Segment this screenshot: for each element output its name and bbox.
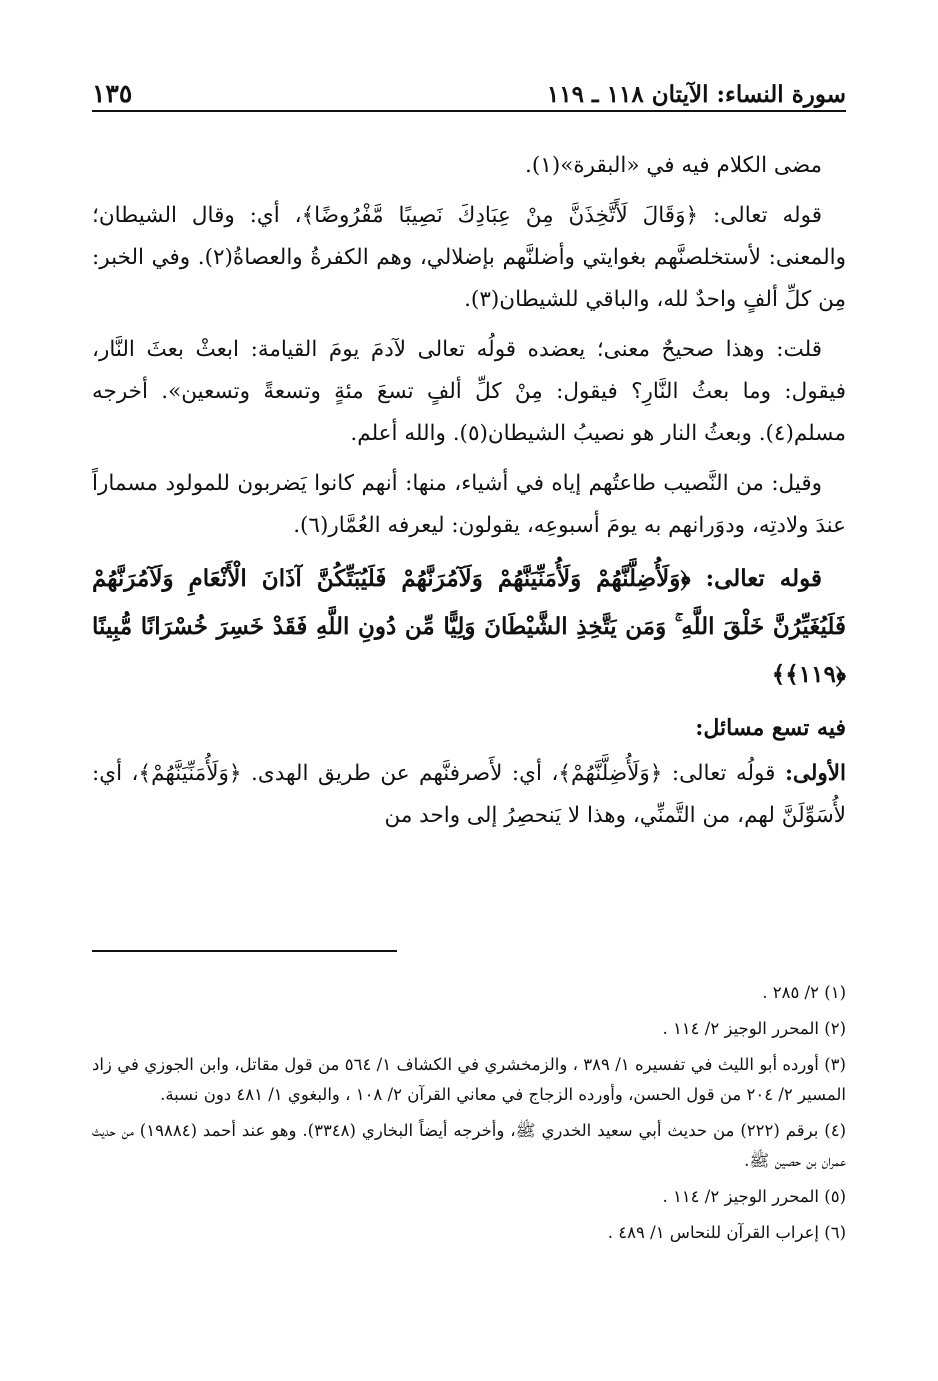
page-header: [92, 66, 846, 108]
verse-text: ﴿وَلَأُضِلَّنَّهُمْ وَلَأُمَنِّيَنَّهُمْ وَلَآمُرَنَّهُمْ فَلَيُبَتِّكُنَّ آذَانَ الْأَنْعَامِ وَلَآمُرَنَّهُمْ فَلَيُغَيِّرُنَّ خَلْقَ اللَّهِ ۚ وَمَن يَتَّخِذِ الشَّيْطَانَ وَلِيًّا مِّن دُونِ اللَّهِ فَقَدْ خَسِرَ خُسْرَانًا مُّبِينًا ﴿١١٩﴾﴾: [92, 565, 846, 688]
footnote-divider: [92, 950, 397, 952]
paragraph-3: قلت: وهذا صحيحٌ معنى؛ يعضده قولُه تعالى لآدمَ يومَ القيامة: ابعثْ بعثَ النَّار، فيقول: وما بعثُ النَّارِ؟ فيقول: مِنْ كلِّ ألفٍ تسعَ مئةٍ وتسعةً وتسعين». أخرجه مسلم(٤). وبعثُ النار هو نصيبُ الشيطان(٥). والله أعلم.: [92, 337, 846, 446]
paragraph-1: مضى الكلام فيه في «البقرة»(١).: [525, 153, 822, 178]
paragraph-4: وقيل: من النَّصيب طاعتُهم إياه في أشياء، منها: أنهم كانوا يَضربون للمولود مسماراً عندَ ولادتِه، ودوَرانهم به يومَ أسبوعِه، يقولون: ليعرفه العُمَّار(٦).: [92, 471, 846, 538]
main-text: [92, 145, 846, 845]
header-divider: [92, 110, 846, 112]
paragraph-2: قوله تعالى: ﴿وَقَالَ لَأَتَّخِذَنَّ مِنْ عِبَادِكَ نَصِيبًا مَّفْرُوضًا﴾، أي: وقال الشيطان؛ والمعنى: لأستخلصنَّهم بغوايتي وأضلنَّهم بإضلالي، وهم الكفرةُ والعصاةُ(٢). وفي الخبر: مِن كلِّ ألفٍ واحدٌ لله، والباقي للشيطان(٣).: [92, 203, 846, 312]
section-heading: فيه تسع مسائل:: [695, 715, 846, 741]
footnote-5: (٥) المحرر الوجيز ٢/ ١١٤ .: [662, 1187, 846, 1206]
verse-label: قوله تعالى:: [705, 565, 822, 592]
footnote-2: (٢) المحرر الوجيز ٢/ ١١٤ .: [662, 1019, 846, 1038]
issue-first-paragraph: [92, 753, 846, 837]
footnote-3: (٣) أورده أبو الليث في تفسيره ١/ ٣٨٩ ، والزمخشري في الكشاف ١/ ٥٦٤ من قول مقاتل، وابن الجوزي في زاد المسير ٢/ ٢٠٤ من قول الحسن، وأورده الزجاج في معاني القرآن ٢/ ١٠٨ ، والبغوي ١/ ٤٨١ دون نسبة.: [92, 1055, 846, 1104]
footnotes: [92, 978, 846, 1254]
page-number: ١٣٥: [92, 79, 133, 108]
issue-first-text: قولُه تعالى: ﴿وَلَأُضِلَّنَّهُمْ﴾، أي: لأَصرفنَّهم عن طريق الهدى. ﴿وَلَأُمَنِّيَنَّهُمْ﴾، أي: لأُسَوِّلَنَّ لهم، من التَّمنِّي، وهذا لا يَنحصِرُ إلى واحد من: [92, 761, 846, 828]
quran-verse-block: [92, 555, 846, 699]
footnote-1: (١) ٢/ ٢٨٥ .: [762, 983, 846, 1002]
footnote-6: (٦) إعراب القرآن للنحاس ١/ ٤٨٩ .: [607, 1223, 846, 1242]
footnote-4: (٤) برقم (٢٢٢) من حديث أبي سعيد الخدري ﷺ، وأخرجه أيضاً البخاري (٣٣٤٨). وهو عند أحمد (١٩٨٨٤) من حديث عمران بن حصين ﷺ.: [92, 1121, 846, 1170]
running-title: سورة النساء: الآيتان ١١٨ ـ ١١٩: [546, 81, 846, 108]
issue-first-label: الأولى:: [784, 761, 846, 786]
